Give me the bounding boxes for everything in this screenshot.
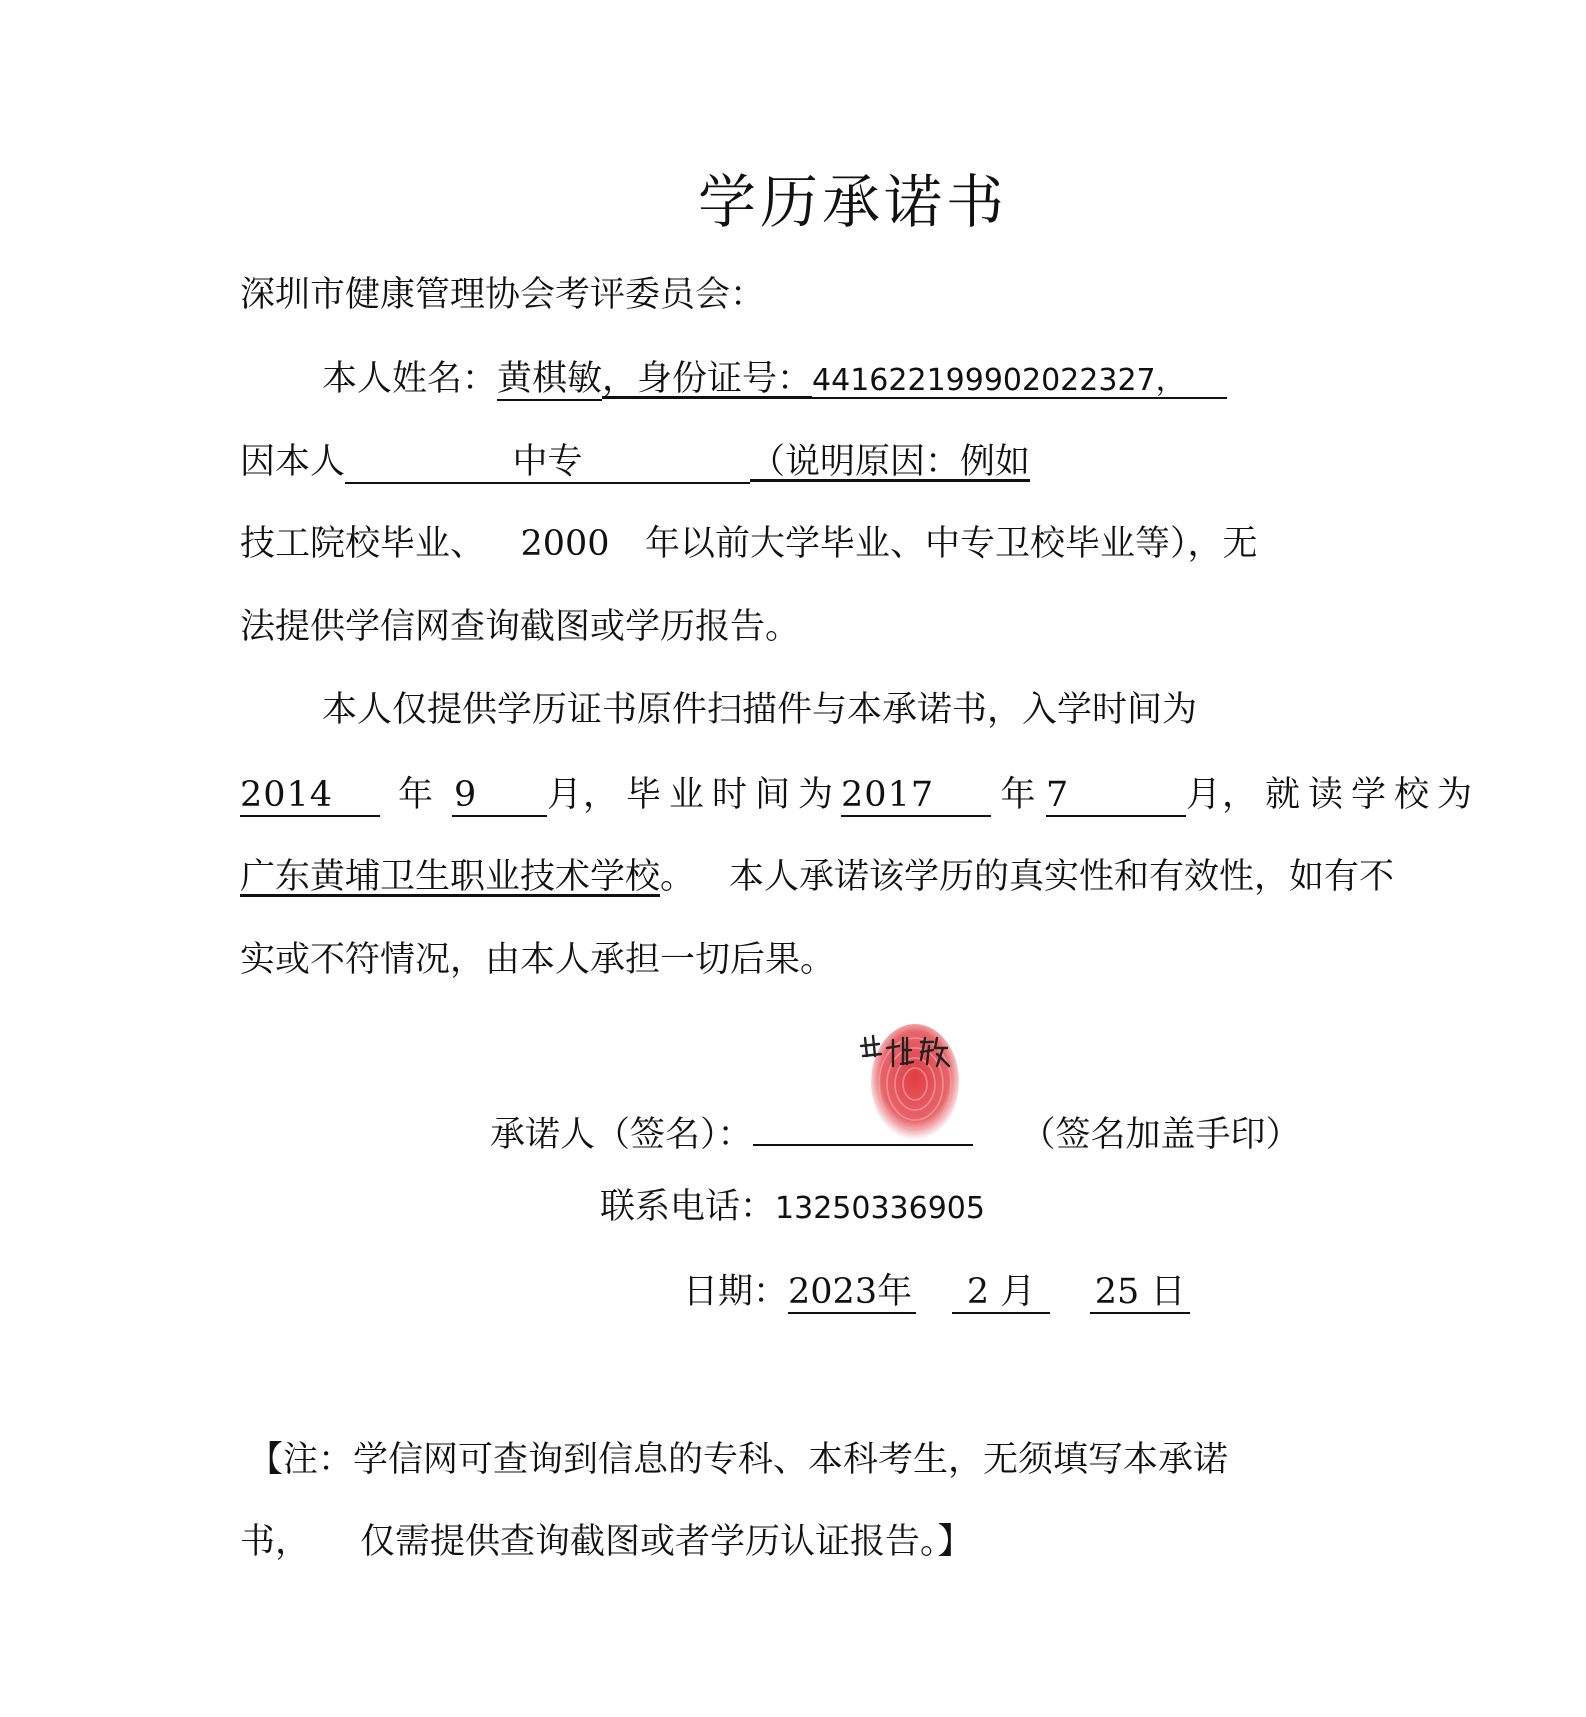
declaration-intro: 本人仅提供学历证书原件扫描件与本承诺书，入学时间为 bbox=[322, 690, 1198, 730]
date-month-char: 月 bbox=[1000, 1272, 1036, 1312]
education-value: 中专 bbox=[512, 442, 583, 482]
id-number-field: 441622199902022327， bbox=[812, 364, 1227, 399]
reason-prefix: 因本人 bbox=[240, 442, 346, 482]
signature-note: （签名加盖手印） bbox=[1020, 1115, 1301, 1155]
fingerprint-seal bbox=[855, 1020, 975, 1150]
date-day: 25 bbox=[1094, 1272, 1140, 1312]
date-year-field bbox=[788, 1273, 916, 1314]
salutation: 深圳市健康管理协会考评委员会： bbox=[240, 275, 766, 315]
note-line-2b: 仅需提供查询截图或者学历认证报告。】 bbox=[360, 1522, 973, 1562]
document-title: 学历承诺书 bbox=[697, 168, 1008, 236]
date-label: 日期： bbox=[683, 1272, 789, 1312]
reason-hint-1: （说明原因：例如 bbox=[750, 442, 1031, 482]
identity-line bbox=[322, 360, 1227, 401]
contact-line bbox=[600, 1187, 985, 1227]
reason-hint-4: 法提供学信网查询截图或学历报告。 bbox=[240, 607, 801, 647]
education-field bbox=[345, 443, 750, 484]
graduation-label: ，毕业时间为 bbox=[583, 775, 842, 815]
date-line bbox=[683, 1273, 1190, 1314]
contact-phone: 13250336905 bbox=[775, 1191, 985, 1226]
fingerprint-blot bbox=[871, 1024, 959, 1140]
grad-month-field: 7 bbox=[1046, 776, 1186, 817]
date-year: 2023 bbox=[788, 1272, 878, 1312]
note-line-2 bbox=[240, 1522, 973, 1562]
enroll-year-char: 年 bbox=[397, 775, 434, 815]
dates-line bbox=[240, 776, 1480, 817]
school-field: 广东黄埔卫生职业技术学校 bbox=[240, 857, 661, 897]
enroll-year-field: 2014 bbox=[240, 776, 380, 817]
enroll-month-char: 月 bbox=[547, 775, 584, 815]
contact-label: 联系电话： bbox=[600, 1187, 776, 1227]
reason-hint-2: 技工院校毕业、 bbox=[240, 524, 486, 564]
grad-year-char: 年 bbox=[1000, 775, 1037, 815]
name-label: 本人姓名： bbox=[322, 359, 498, 399]
grad-month-char: 月 bbox=[1186, 775, 1223, 815]
date-month-field bbox=[952, 1273, 1050, 1314]
enroll-month-field: 9 bbox=[452, 776, 547, 817]
note-line-1: 【注：学信网可查询到信息的专科、本科考生，无须填写本承诺 bbox=[248, 1440, 1229, 1480]
date-day-char: 日 bbox=[1150, 1272, 1186, 1312]
grad-year-field: 2017 bbox=[841, 776, 991, 817]
signature-label: 承诺人（签名）： bbox=[490, 1115, 753, 1155]
name-field: 黄棋敏 bbox=[497, 359, 603, 399]
reason-line bbox=[240, 443, 1030, 484]
school-period: 。 bbox=[660, 857, 696, 897]
reason-hint-year: 2000 bbox=[520, 524, 610, 564]
date-day-field bbox=[1090, 1273, 1190, 1314]
date-year-char: 年 bbox=[877, 1272, 913, 1312]
promise-line-1: 本人承诺该学历的真实性和有效性，如有不 bbox=[729, 857, 1395, 897]
id-label: ，身份证号： bbox=[602, 359, 813, 399]
reason-hint-3: 年以前大学毕业、中专卫校毕业等），无 bbox=[645, 524, 1258, 564]
school-label: ，就读学校为 bbox=[1222, 775, 1481, 815]
date-month: 2 bbox=[966, 1272, 990, 1312]
note-line-2a: 书， bbox=[240, 1522, 311, 1562]
school-line bbox=[240, 857, 1395, 897]
reason-hint-line-2 bbox=[240, 524, 1258, 564]
promise-line-2: 实或不符情况，由本人承担一切后果。 bbox=[240, 940, 836, 980]
